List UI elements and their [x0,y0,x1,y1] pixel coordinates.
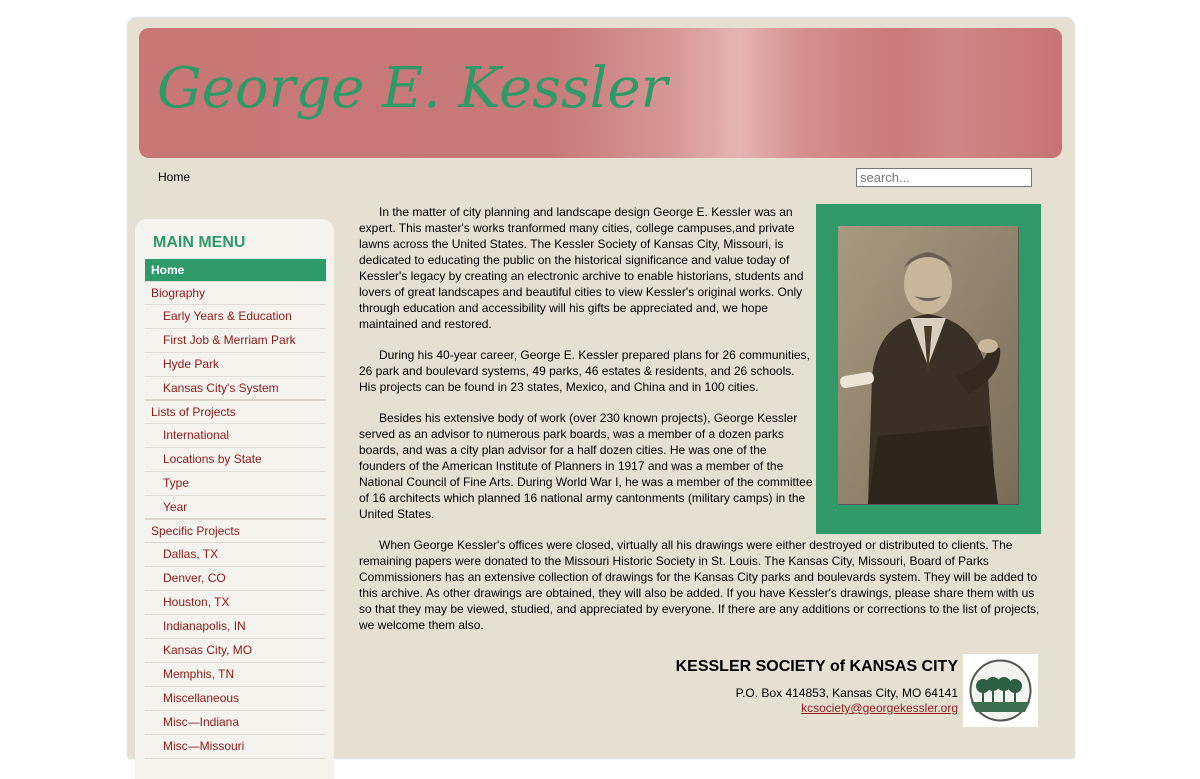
sidebar-item-year[interactable]: Year [145,496,326,520]
portrait-image [838,226,1018,504]
sidebar-item-first-job-merriam-park[interactable]: First Job & Merriam Park [145,329,326,353]
sidebar-item-international[interactable]: International [145,424,326,448]
article-paragraph: Besides his extensive body of work (over 230 known projects), George Kessler served as an advisor to numerous park boards, was a member of a dozen parks boards, and was a city plan advisor for a half dozen cities. He was one of the founders of the American Institute of Planners in 1917 and was a member of the National Council of Fine Arts. During World War I, he was a member of the committee of 16 architects which planned 16 national army cantonments (military camps) in the United States. [359,411,813,521]
society-address: P.O. Box 414853, Kansas City, MO 64141 [735,686,958,700]
portrait-photo [838,226,1018,504]
sidebar-item-biography[interactable]: Biography [145,282,326,305]
header-banner [139,28,1062,158]
sidebar-item-dallas-tx[interactable]: Dallas, TX [145,543,326,567]
sidebar-item-lists-of-projects[interactable]: Lists of Projects [145,401,326,424]
article-paragraph: During his 40-year career, George E. Kessler prepared plans for 26 communities, 26 park and boulevard systems, 49 parks, 46 estates & residents, and 26 schools. His projects can be found in 23 states, Mexico, and China and in 100 cities. [359,348,810,394]
main-menu [145,259,326,759]
sidebar-item-type[interactable]: Type [145,472,326,496]
sidebar-item-misc-missouri[interactable]: Misc—Missouri [145,735,326,759]
sidebar-item-early-years-education[interactable]: Early Years & Education [145,305,326,329]
sidebar-item-houston-tx[interactable]: Houston, TX [145,591,326,615]
article-paragraph: When George Kessler's offices were closed, virtually all his drawings were either destroyed or distributed to clients. The remaining papers were donated to the Missouri Historic Society in St. Louis. The Kansas City, Missouri, Board of Parks Commissioners has an extensive collection of drawings for the Kansas City parks and boulevards system. They will be added to this archive. As other drawings are obtained, they will also be added. If you have Kessler's drawings, please share them with us so that they may be viewed, studied, and appreciated by everyone. If there are any additions or corrections to the list of projects, we welcome them also. [359,538,1040,632]
search-input[interactable] [856,168,1032,187]
sidebar-item-home[interactable]: Home [145,259,326,282]
main-content [359,204,1041,648]
sidebar-item-miscellaneous[interactable]: Miscellaneous [145,687,326,711]
article-paragraph: In the matter of city planning and landscape design George E. Kessler was an expert. This master's works tranformed many cities, college campuses,and private lawns across the United States. The Kessler Society of Kansas City, Missouri, is dedicated to educating the public on the historical significance and value today of Kessler's legacy by creating an electronic archive to enable historians, students and lovers of great landscapes and beautiful cities to view Kessler's original works. Only through education and accessibility will his gifts be appreciated and, we hope maintained and restored. [359,205,804,331]
sidebar-item-memphis-tn[interactable]: Memphis, TN [145,663,326,687]
society-name: KESSLER SOCIETY of KANSAS CITY [675,658,958,675]
sidebar-item-locations-by-state[interactable]: Locations by State [145,448,326,472]
sidebar-item-hyde-park[interactable]: Hyde Park [145,353,326,377]
sidebar-item-kansas-city-mo[interactable]: Kansas City, MO [145,639,326,663]
nav-home-link[interactable]: Home [158,170,191,184]
page-container [128,18,1074,758]
main-menu-title: MAIN MENU [153,234,246,251]
society-logo [963,654,1038,727]
footer [578,654,1038,734]
sidebar-item-indianapolis-in[interactable]: Indianapolis, IN [145,615,326,639]
sidebar-item-kansas-city-s-system[interactable]: Kansas City's System [145,377,326,401]
sidebar [135,219,334,779]
sidebar-item-denver-co[interactable]: Denver, CO [145,567,326,591]
portrait-frame [816,204,1041,534]
tree-logo-icon [963,654,1038,727]
sidebar-item-specific-projects[interactable]: Specific Projects [145,520,326,543]
site-title: George E. Kessler [157,56,668,121]
sidebar-item-misc-indiana[interactable]: Misc—Indiana [145,711,326,735]
society-email-link[interactable]: kcsociety@georgekessler.org [801,701,958,715]
